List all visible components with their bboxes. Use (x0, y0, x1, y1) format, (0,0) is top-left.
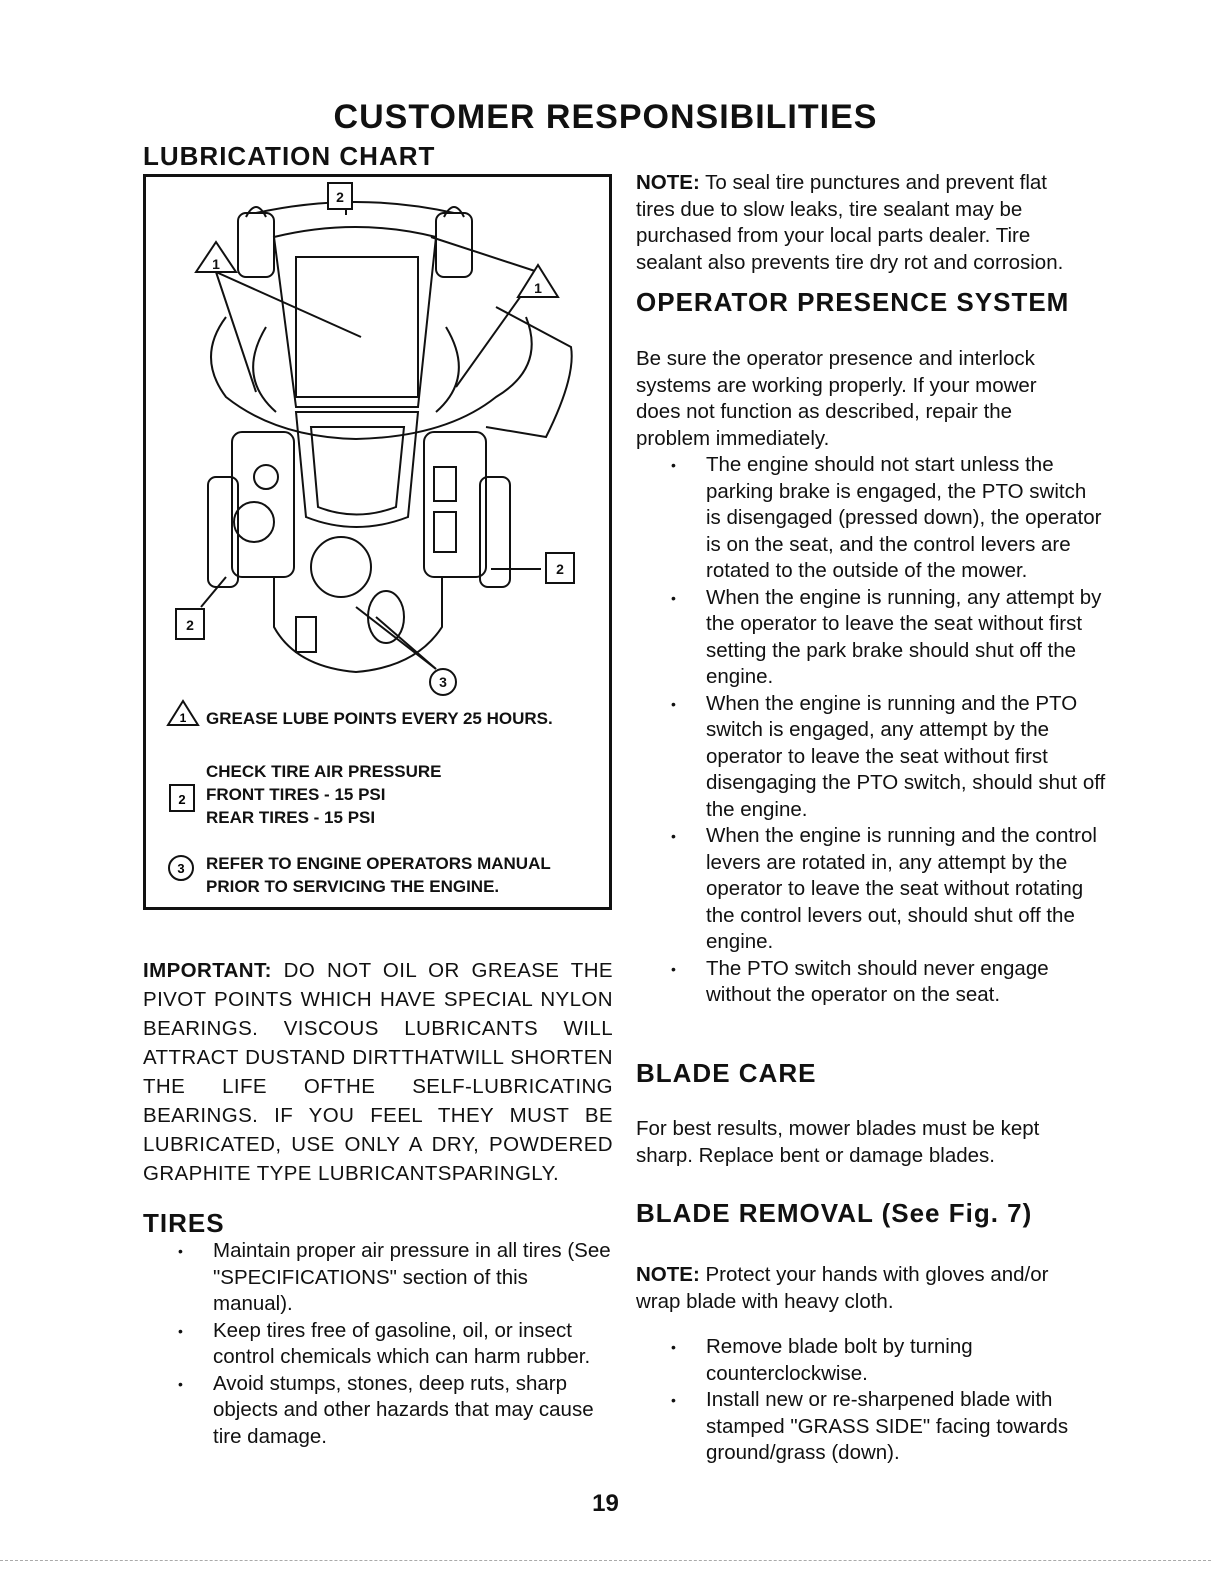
grease-legend-text: GREASE LUBE POINTS EVERY 25 HOURS. (206, 709, 553, 728)
sealant-note-label: NOTE: (636, 171, 700, 194)
tire-callout-label-top: 2 (336, 189, 344, 205)
engine-legend-icon-label: 3 (177, 861, 185, 876)
list-item: • Keep tires free of gasoline, oil, or insect control chemicals which can harm rubber. (143, 1318, 613, 1371)
tire-legend-line2: FRONT TIRES - 15 PSI (206, 785, 386, 804)
page-number: 19 (592, 1490, 619, 1517)
blade-care-heading: BLADE CARE (636, 1058, 817, 1088)
page-title: CUSTOMER RESPONSIBILITIES (333, 98, 878, 136)
tire-callout-label-left: 2 (186, 617, 194, 633)
grease-callout-label-right: 1 (534, 280, 542, 296)
list-item: • When the engine is running, any attempt by the operator to leave the seat without first setting the park brake should shut off the engine. (636, 585, 1106, 691)
list-item: • Install new or re-sharpened blade with stamped "GRASS SIDE" facing towards ground/grass (down). (636, 1387, 1106, 1467)
tires-list (143, 1238, 613, 1450)
engine-callout-label: 3 (439, 674, 447, 690)
sealant-note-text: To seal tire punctures and prevent flat tires due to slow leaks, tire sealant may be purchased from your local parts dealer. Tire sealant also prevents tire dry rot and corrosion. (636, 171, 1064, 274)
operator-presence-list (636, 452, 1106, 1009)
blade-removal-note-text: Protect your hands with gloves and/or wrap blade with heavy cloth. (636, 1263, 1049, 1313)
blade-removal-note-label: NOTE: (636, 1263, 700, 1286)
blade-removal-heading: BLADE REMOVAL (See Fig. 7) (636, 1198, 1033, 1228)
tire-legend-icon-label: 2 (178, 792, 186, 807)
operator-presence-intro: Be sure the operator presence and interlock systems are working properly. If your mower does not function as described, repair the problem immediately. (636, 347, 1037, 450)
engine-legend-line1: REFER TO ENGINE OPERATORS MANUAL (206, 854, 551, 873)
tire-legend-line1: CHECK TIRE AIR PRESSURE (206, 762, 442, 781)
important-text: DO NOT OIL OR GREASE THE PIVOT POINTS WHICH HAVE SPECIAL NYLON BEARINGS. VISCOUS LUBRICANTS WILL ATTRACT DUSTAND DIRTTHATWILL SHORTEN THE LIFE OFTHE SELF-LUBRICATING BEARINGS. IF YOU FEEL THEY MUST BE LUBRICATED, USE ONLY A DRY, POWDERED GRAPHITE TYPE LUBRICANTSPARINGLY. (143, 959, 613, 1185)
important-label: IMPORTANT: (143, 959, 272, 982)
scan-edge-divider (0, 1560, 1211, 1561)
grease-callout-label-left: 1 (212, 256, 220, 272)
important-notice (143, 956, 613, 1188)
list-item: • Maintain proper air pressure in all tires (See "SPECIFICATIONS" section of this manual). (143, 1238, 613, 1318)
tires-heading: TIRES (143, 1208, 225, 1238)
mower-diagram (146, 177, 609, 697)
list-item: • Avoid stumps, stones, deep ruts, sharp objects and other hazards that may cause tire damage. (143, 1371, 613, 1451)
warning-triangle-icon (166, 699, 200, 727)
list-item: • Remove blade bolt by turning counterclockwise. (636, 1334, 1106, 1387)
tire-callout-label-right: 2 (556, 561, 564, 577)
blade-removal-list (636, 1334, 1106, 1467)
engine-legend-line2: PRIOR TO SERVICING THE ENGINE. (206, 877, 500, 896)
blade-removal-note (636, 1262, 1086, 1315)
operator-presence-heading: OPERATOR PRESENCE SYSTEM (636, 287, 1070, 317)
list-item: • When the engine is running and the control levers are rotated in, any attempt by the operator to leave the seat without rotating the control levers out, should shut off the engine. (636, 823, 1106, 956)
engine-circle-icon (166, 853, 196, 883)
tire-legend-line3: REAR TIRES - 15 PSI (206, 808, 376, 827)
sealant-note (636, 170, 1086, 276)
blade-care-text: For best results, mower blades must be kept sharp. Replace bent or damage blades. (636, 1117, 1040, 1167)
lubrication-heading: LUBRICATION CHART (143, 141, 436, 171)
list-item: • The engine should not start unless the parking brake is engaged, the PTO switch is disengaged (pressed down), the operator is on the seat, and the control levers are rotated to the outside of the mower. (636, 452, 1106, 585)
lubrication-chart (143, 174, 612, 910)
tire-box-icon (168, 783, 196, 813)
list-item: • The PTO switch should never engage without the operator on the seat. (636, 956, 1106, 1009)
list-item: • When the engine is running and the PTO switch is engaged, any attempt by the operator to leave the seat without first disengaging the PTO switch, should shut off the engine. (636, 691, 1106, 824)
grease-legend-icon-label: 1 (179, 711, 187, 725)
